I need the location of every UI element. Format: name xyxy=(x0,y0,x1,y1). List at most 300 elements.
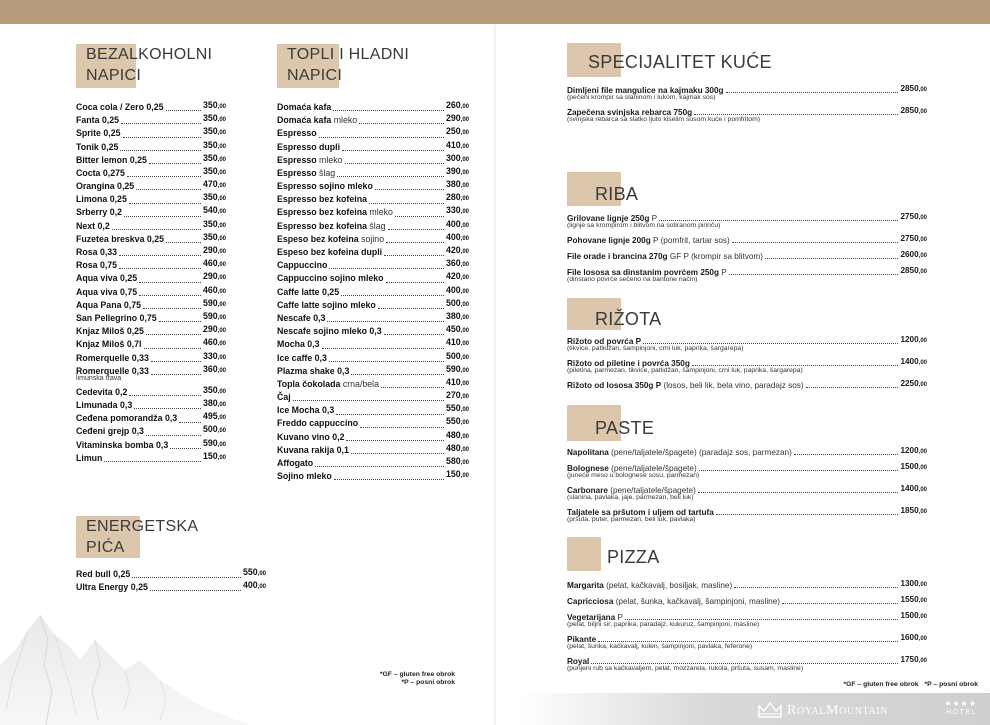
menu-list-specijalitet xyxy=(567,83,927,127)
item-price: 280,00 xyxy=(445,192,469,203)
leader-dots xyxy=(293,400,444,401)
leader-dots xyxy=(143,308,201,309)
leader-dots xyxy=(166,242,201,243)
item-name: San Pellegrino 0,75 xyxy=(76,312,157,323)
hotel-logo xyxy=(755,698,985,722)
item-name: Rosa 0,33 xyxy=(76,247,118,258)
item-price: 2600,00 xyxy=(900,250,927,259)
leader-dots xyxy=(345,163,444,164)
item-price: 2850,00 xyxy=(900,266,927,275)
leader-dots xyxy=(369,203,444,204)
section-title xyxy=(567,298,927,330)
item-price: 410,00 xyxy=(445,337,469,348)
item-name: Pohovane lignje 200g P (pomfrit, tartar sos) xyxy=(567,236,730,245)
item-price: 1850,00 xyxy=(900,506,927,515)
item-price: 380,00 xyxy=(445,310,469,321)
item-price: 360,00 xyxy=(202,363,226,374)
item-name: File lososa sa dinstanim povrćem 250g P xyxy=(567,268,727,277)
logo-stars: ★★★★ xyxy=(944,699,977,708)
menu-item xyxy=(277,431,469,444)
item-price: 290,00 xyxy=(202,324,226,335)
item-name: Grilovane lignje 250g P xyxy=(567,214,658,223)
menu-item xyxy=(76,568,266,581)
leader-dots xyxy=(139,282,201,283)
item-description: (punjeni rub sa kačkavaljem, pelat, mozzarela, rukola, pršuta, susam, masline) xyxy=(567,665,804,672)
menu-item xyxy=(277,259,469,272)
leader-dots xyxy=(336,414,444,415)
item-name: Espresso xyxy=(277,128,317,139)
leader-dots xyxy=(351,453,444,454)
leader-dots xyxy=(151,374,201,375)
section-energetska xyxy=(76,516,266,558)
leader-dots xyxy=(794,454,899,455)
leader-dots xyxy=(386,242,444,243)
leader-dots xyxy=(151,361,201,362)
item-name: Pikante xyxy=(567,635,597,644)
item-price: 350,00 xyxy=(202,231,226,242)
item-price: 350,00 xyxy=(202,99,226,110)
item-name: Fanta 0,25 xyxy=(76,115,120,126)
item-name: Cedevita 0,2 xyxy=(76,386,128,397)
item-name: Napolitana (pene/taljatele/špagete) (paradajz sos, parmezan) xyxy=(567,448,792,457)
item-description: (svinjska rebarca sa slatko ljuto kiselim sosom kuće i pomfritom) xyxy=(567,116,761,123)
crown-icon xyxy=(757,701,783,719)
leader-dots xyxy=(149,163,201,164)
footnote-gf: *GF – gluten free obrok xyxy=(843,681,919,688)
menu-item xyxy=(277,127,469,140)
item-name: Bolognese (pene/taljatele/špagete) xyxy=(567,464,697,473)
leader-dots xyxy=(329,268,444,269)
menu-item xyxy=(277,233,469,246)
section-rizota xyxy=(567,298,927,330)
leader-dots xyxy=(698,492,899,493)
leader-dots xyxy=(729,274,899,275)
section-title-text: RIŽOTA xyxy=(595,309,662,329)
leader-dots xyxy=(170,448,201,449)
item-price: 1550,00 xyxy=(900,595,927,604)
item-name: Plazma shake 0,3 xyxy=(277,365,350,376)
item-price: 1500,00 xyxy=(900,462,927,471)
item-price: 590,00 xyxy=(445,363,469,374)
menu-item xyxy=(277,404,469,417)
section-title-text: RIBA xyxy=(595,184,639,204)
leader-dots xyxy=(146,334,201,335)
section-title xyxy=(567,405,927,439)
leader-dots xyxy=(806,387,899,388)
section-title xyxy=(567,43,927,73)
item-name: Margarita (pelat, kačkavalj, bosiljak, masline) xyxy=(567,581,733,590)
item-name: Sprite 0,25 xyxy=(76,128,121,139)
leader-dots xyxy=(134,408,201,409)
item-name: Vitaminska bomba 0,3 xyxy=(76,439,169,450)
item-name: Fuzetea breskva 0,25 xyxy=(76,233,165,244)
item-price: 2750,00 xyxy=(900,234,927,243)
leader-dots xyxy=(146,435,201,436)
leader-dots xyxy=(699,470,899,471)
menu-item xyxy=(277,325,469,338)
item-name: Espeso bez kofeina sojino xyxy=(277,233,385,244)
leader-dots xyxy=(132,577,241,578)
item-price: 400,00 xyxy=(445,231,469,242)
item-price: 2850,00 xyxy=(900,84,927,93)
menu-item xyxy=(277,365,469,378)
menu-item xyxy=(76,365,226,378)
item-name: Rižoto od lososa 350g P (losos, beli lik, bela vino, paradajz sos) xyxy=(567,381,804,390)
item-description: (dinstano povrće sečeno na bantone način) xyxy=(567,276,698,283)
leader-dots xyxy=(378,308,444,309)
item-price: 330,00 xyxy=(445,205,469,216)
leader-dots xyxy=(129,203,201,204)
menu-item xyxy=(277,141,469,154)
item-name: Capricciosa (pelat, šunka, kačkavalj, šampinjoni, masline) xyxy=(567,597,780,606)
item-description: (juneće meso u bolognese sosu, parmezan) xyxy=(567,472,700,479)
item-name: Coca cola / Zero 0,25 xyxy=(76,101,164,112)
item-price: 590,00 xyxy=(202,297,226,308)
menu-item xyxy=(277,154,469,167)
section-topli-hladni xyxy=(277,44,467,86)
item-name: Espresso mleko xyxy=(277,154,343,165)
item-price: 480,00 xyxy=(445,429,469,440)
leader-dots xyxy=(124,216,201,217)
logo-wordmark: ROYALMOUNTAIN xyxy=(787,703,889,718)
menu-item xyxy=(567,654,927,673)
leader-dots xyxy=(334,479,444,480)
leader-dots xyxy=(386,282,444,283)
item-name: Topla čokolada crna/bela xyxy=(277,378,380,389)
leader-dots xyxy=(360,427,444,428)
leader-dots xyxy=(346,440,444,441)
leader-dots xyxy=(329,361,444,362)
item-name: Limun xyxy=(76,452,103,463)
menu-item xyxy=(277,220,469,233)
top-banner xyxy=(0,0,990,24)
menu-item xyxy=(567,249,927,262)
item-price: 270,00 xyxy=(445,390,469,401)
item-price: 590,00 xyxy=(202,437,226,448)
item-name: Aqua viva 0,75 xyxy=(76,286,138,297)
section-title-text: BEZALKOHOLNI NAPICI xyxy=(86,46,213,84)
item-name: Kuvano vino 0,2 xyxy=(277,431,345,442)
item-price: 350,00 xyxy=(202,152,226,163)
item-name: Bitter lemon 0,25 xyxy=(76,154,147,165)
item-price: 1400,00 xyxy=(900,484,927,493)
item-name: Čaj xyxy=(277,392,291,403)
leader-dots xyxy=(726,92,899,93)
item-price: 550,00 xyxy=(445,416,469,427)
menu-list-bezalkoholni xyxy=(76,101,226,465)
section-title-text: ENERGETSKA PIĆA xyxy=(86,518,199,556)
item-price: 380,00 xyxy=(445,179,469,190)
menu-item xyxy=(277,338,469,351)
section-title xyxy=(76,44,226,86)
section-title-text: PIZZA xyxy=(607,547,660,567)
menu-item xyxy=(277,470,469,483)
item-price: 460,00 xyxy=(202,258,226,269)
item-price: 580,00 xyxy=(445,456,469,467)
item-name: Espresso bez kofeina šlag xyxy=(277,220,386,231)
item-price: 500,00 xyxy=(445,297,469,308)
item-description: (piletina, parmezan, tikvice, patlidžan, šampinjoni, crni luk, paprika, šargarepa) xyxy=(567,367,803,374)
leader-dots xyxy=(381,387,444,388)
menu-item xyxy=(567,594,927,607)
item-name: Cocta 0,275 xyxy=(76,167,125,178)
menu-item xyxy=(567,265,927,284)
item-name: Aqua viva 0,25 xyxy=(76,273,138,284)
item-price: 410,00 xyxy=(445,376,469,387)
item-name: Limunada 0,3 xyxy=(76,400,133,411)
item-price: 260,00 xyxy=(445,99,469,110)
item-name: Taljatele sa pršutom i uljem od tartufa xyxy=(567,508,714,517)
menu-item xyxy=(277,418,469,431)
menu-item xyxy=(277,299,469,312)
leader-dots xyxy=(144,348,201,349)
item-price: 1500,00 xyxy=(900,611,927,620)
item-name: Nescafe sojino mleko 0,3 xyxy=(277,326,382,337)
menu-item xyxy=(277,286,469,299)
menu-item xyxy=(76,452,226,465)
item-name: Caffe latte 0,25 xyxy=(277,286,340,297)
item-price: 1400,00 xyxy=(900,357,927,366)
leader-dots xyxy=(591,663,898,664)
footnote-right xyxy=(780,681,978,689)
item-price: 460,00 xyxy=(202,284,226,295)
item-price: 250,00 xyxy=(445,126,469,137)
item-price: 300,00 xyxy=(445,152,469,163)
menu-item xyxy=(567,233,927,246)
menu-list-paste xyxy=(567,445,927,527)
section-title-text: TOPLI I HLADNI NAPICI xyxy=(287,46,410,84)
item-name: Caffe latte sojino mleko xyxy=(277,299,376,310)
item-price: 350,00 xyxy=(202,113,226,124)
item-name: Domaća kafa xyxy=(277,101,332,112)
item-price: 2850,00 xyxy=(900,106,927,115)
item-price: 350,00 xyxy=(202,165,226,176)
leader-dots xyxy=(120,150,201,151)
leader-dots xyxy=(625,619,898,620)
leader-dots xyxy=(159,321,201,322)
section-bezalkoholni xyxy=(76,44,226,86)
leader-dots xyxy=(315,466,444,467)
leader-dots xyxy=(342,150,444,151)
leader-dots xyxy=(732,242,899,243)
item-price: 330,00 xyxy=(202,350,226,361)
leader-dots xyxy=(384,255,444,256)
leader-dots xyxy=(716,514,899,515)
menu-item xyxy=(277,457,469,470)
menu-item xyxy=(277,180,469,193)
item-price: 550,00 xyxy=(445,403,469,414)
item-name: Kuvana rakija 0,1 xyxy=(277,444,349,455)
item-description: (pelat, šunka, kačkavalj, kulen, šampinjoni, pavlaka, feferone) xyxy=(567,643,753,650)
item-price: 390,00 xyxy=(445,165,469,176)
leader-dots xyxy=(659,220,898,221)
item-name: Espresso sojino mleko xyxy=(277,181,373,192)
item-name: Ice Mocha 0,3 xyxy=(277,405,335,416)
item-name: Domaća kafa mleko xyxy=(277,115,358,126)
item-name: Rosa 0,75 xyxy=(76,260,118,271)
item-name: Mocha 0,3 xyxy=(277,339,320,350)
item-name: Rižoto od povrća P xyxy=(567,337,642,346)
item-description: (slanina, pavlaka, jaje, parmezan, beli luk) xyxy=(567,494,694,501)
menu-list-pizza xyxy=(567,578,927,676)
item-price: 450,00 xyxy=(445,324,469,335)
section-specijalitet xyxy=(567,43,927,73)
item-price: 400,00 xyxy=(445,284,469,295)
footnote-p: *P – posni obrok xyxy=(924,681,978,688)
item-name: Espeso bez kofeina dupli xyxy=(277,247,383,258)
item-name: Dimljeni file mangulice na kajmaku 300g xyxy=(567,86,724,95)
leader-dots xyxy=(341,295,444,296)
item-price: 495,00 xyxy=(202,411,226,422)
menu-item xyxy=(277,352,469,365)
menu-item xyxy=(567,105,927,124)
menu-item xyxy=(277,101,469,114)
item-name: Knjaz Miloš 0,7l xyxy=(76,339,142,350)
item-price: 2250,00 xyxy=(900,379,927,388)
item-price: 350,00 xyxy=(202,126,226,137)
item-name: Vegetarijana P xyxy=(567,613,623,622)
leader-dots xyxy=(388,229,444,230)
item-price: 400,00 xyxy=(445,218,469,229)
item-price: 420,00 xyxy=(445,245,469,256)
section-title xyxy=(277,44,467,86)
item-name: Red bull 0,25 xyxy=(76,569,131,579)
menu-item xyxy=(567,578,927,591)
leader-dots xyxy=(136,189,201,190)
item-name: Ultra Energy 0,25 xyxy=(76,582,148,592)
menu-item xyxy=(567,356,927,375)
leader-dots xyxy=(375,189,444,190)
menu-item xyxy=(567,211,927,230)
leader-dots xyxy=(337,176,444,177)
section-title xyxy=(567,172,927,205)
section-title-text: PASTE xyxy=(595,418,655,438)
item-name: Carbonare (pene/taljatele/špagete) xyxy=(567,486,696,495)
section-riba xyxy=(567,172,927,205)
leader-dots xyxy=(351,374,444,375)
menu-item xyxy=(567,461,927,480)
item-price: 360,00 xyxy=(445,258,469,269)
item-price: 500,00 xyxy=(202,424,226,435)
menu-item xyxy=(277,193,469,206)
item-price: 290,00 xyxy=(445,113,469,124)
item-name: Knjaz Miloš 0,25 xyxy=(76,326,144,337)
leader-dots xyxy=(322,348,444,349)
menu-item xyxy=(277,167,469,180)
leader-dots xyxy=(121,123,201,124)
item-price: 1600,00 xyxy=(900,633,927,642)
item-name: Ice caffe 0,3 xyxy=(277,352,327,363)
leader-dots xyxy=(129,395,201,396)
item-description: limunska trava xyxy=(76,374,122,382)
item-name: Espresso šlag xyxy=(277,167,336,178)
item-price: 290,00 xyxy=(202,271,226,282)
menu-item xyxy=(277,272,469,285)
leader-dots xyxy=(395,216,444,217)
section-title xyxy=(76,516,266,558)
menu-list-riba xyxy=(567,211,927,287)
menu-item xyxy=(76,581,266,594)
footnote-p: *P – posni obrok xyxy=(401,679,455,686)
item-price: 1200,00 xyxy=(900,335,927,344)
item-price: 1300,00 xyxy=(900,579,927,588)
leader-dots xyxy=(104,461,201,462)
leader-dots xyxy=(694,114,898,115)
item-name: Espresso bez kofeina xyxy=(277,194,367,205)
item-description: (pečeni krompir sa slaninom i lukom, kajmak sos) xyxy=(567,94,716,101)
leader-dots xyxy=(112,229,201,230)
leader-dots xyxy=(643,343,898,344)
item-price: 420,00 xyxy=(445,271,469,282)
section-paste xyxy=(567,405,927,439)
item-name: Affogato xyxy=(277,458,314,469)
leader-dots xyxy=(119,255,201,256)
item-description: (lignje sa krompirom i blitvom na sotiranom pirinču) xyxy=(567,222,721,229)
item-price: 550,00 xyxy=(242,567,266,577)
leader-dots xyxy=(123,137,201,138)
leader-dots xyxy=(150,590,241,591)
item-price: 350,00 xyxy=(202,139,226,150)
menu-item xyxy=(567,610,927,629)
item-name: Nescafe 0,3 xyxy=(277,312,326,323)
menu-item xyxy=(567,483,927,502)
footnote-left xyxy=(300,671,455,687)
item-description: (pršuta, puter, parmezan, beli luk, pavlaka) xyxy=(567,516,696,523)
item-name: Ceđena pomorandža 0,3 xyxy=(76,413,178,424)
item-price: 1200,00 xyxy=(900,446,927,455)
item-name: Limona 0,25 xyxy=(76,194,127,205)
menu-list-energetska xyxy=(76,568,266,594)
menu-item xyxy=(277,246,469,259)
item-name: Freddo cappuccino xyxy=(277,418,359,429)
item-name: Tonik 0,25 xyxy=(76,141,119,152)
menu-item xyxy=(277,444,469,457)
item-name: File orade i brancina 270g GF P (krompir sa blitvom) xyxy=(567,252,763,261)
menu-item xyxy=(277,312,469,325)
leader-dots xyxy=(384,334,444,335)
menu-item xyxy=(567,505,927,524)
menu-item xyxy=(567,632,927,651)
menu-item xyxy=(277,207,469,220)
item-price: 150,00 xyxy=(445,469,469,480)
leader-dots xyxy=(598,641,898,642)
item-name: Cappuccino sojino mleko xyxy=(277,273,384,284)
item-price: 400,00 xyxy=(242,580,266,590)
menu-list-topli-hladni xyxy=(277,101,469,483)
item-price: 460,00 xyxy=(202,337,226,348)
leader-dots xyxy=(327,321,444,322)
menu-list-rizota xyxy=(567,334,927,394)
leader-dots xyxy=(782,603,898,604)
item-name: Cappuccino xyxy=(277,260,328,271)
item-price: 470,00 xyxy=(202,179,226,190)
leader-dots xyxy=(127,176,201,177)
item-price: 2750,00 xyxy=(900,212,927,221)
menu-item xyxy=(277,378,469,391)
leader-dots xyxy=(119,268,201,269)
menu-item xyxy=(277,391,469,404)
leader-dots xyxy=(333,110,444,111)
item-name: Aqua Pana 0,75 xyxy=(76,299,142,310)
leader-dots xyxy=(179,422,201,423)
menu-item xyxy=(567,378,927,391)
item-price: 540,00 xyxy=(202,205,226,216)
item-price: 350,00 xyxy=(202,384,226,395)
menu-item xyxy=(567,445,927,458)
leader-dots xyxy=(319,137,444,138)
item-name: Next 0,2 xyxy=(76,220,110,231)
item-price: 480,00 xyxy=(445,442,469,453)
